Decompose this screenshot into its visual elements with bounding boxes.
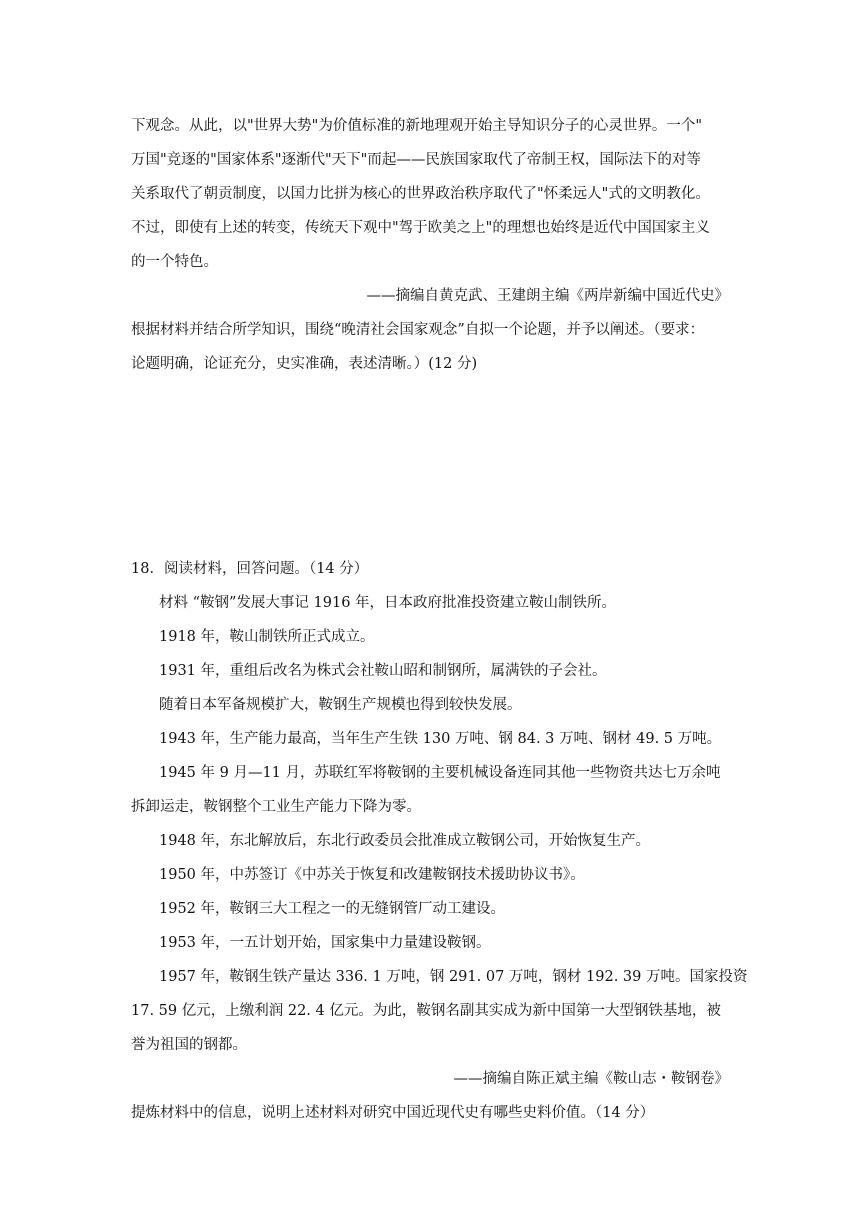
material-line: 1950 年，中苏签订《中苏关于恢复和改建鞍钢技术援助协议书》。 xyxy=(159,867,585,883)
material-line: 1948 年，东北解放后，东北行政委员会批准成立鞍钢公司，开始恢复生产。 xyxy=(159,833,651,849)
question-prompt: 提炼材料中的信息，说明上述材料对研究中国近现代史有哪些史料价值。（14 分） xyxy=(131,1105,655,1121)
passage-line: 的一个特色。 xyxy=(131,254,218,270)
source-citation: ——摘编自陈正斌主编《鞍山志・鞍钢卷》 xyxy=(453,1071,729,1087)
passage-line: 关系取代了朝贡制度，以国力比拼为核心的世界政治秩序取代了"怀柔远人"式的文明教化。 xyxy=(131,186,710,202)
material-line: 1931 年，重组后改名为株式会社鞍山昭和制钢所，属满铁的子会社。 xyxy=(159,663,607,679)
passage-line: 下观念。从此，以"世界大势"为价值标准的新地理观开始主导知识分子的心灵世界。一个" xyxy=(131,118,703,134)
source-citation: ——摘编自黄克武、王建朗主编《两岸新编中国近代史》 xyxy=(366,288,729,304)
material-line: 1957 年，鞍钢生铁产量达 336. 1 万吨，钢 291. 07 万吨，钢材 192. 39 万吨。国家投资 xyxy=(159,969,748,985)
material-line: 17. 59 亿元，上缴利润 22. 4 亿元。为此，鞍钢名副其实成为新中国第一大型钢铁基地，被 xyxy=(131,1003,721,1019)
material-line: 1945 年 9 月—11 月，苏联红军将鞍钢的主要机械设备连同其他一些物资共达七万余吨 xyxy=(159,765,721,781)
material-line: 1918 年，鞍山制铁所正式成立。 xyxy=(159,629,375,645)
question-prompt-line: 论题明确，论证充分，史实准确，表述清晰。）(12 分) xyxy=(131,356,478,372)
material-line: 材料 “鞍钢”发展大事记 1916 年，日本政府批准投资建立鞍山制铁所。 xyxy=(159,595,617,611)
passage-line: 万国"竞逐的"国家体系"逐渐代"天下"而起——民族国家取代了帝制王权，国际法下的对等 xyxy=(131,152,701,168)
question-heading: 18．阅读材料，回答问题。（14 分） xyxy=(131,561,369,577)
material-line: 拆卸运走，鞍钢整个工业生产能力下降为零。 xyxy=(131,799,421,815)
material-line: 1952 年，鞍钢三大工程之一的无缝钢管厂动工建设。 xyxy=(159,901,506,917)
material-line: 1943 年，生产能力最高，当年生产生铁 130 万吨、钢 84. 3 万吨、钢材 49. 5 万吨。 xyxy=(159,731,722,747)
material-line: 誉为祖国的钢都。 xyxy=(131,1037,247,1053)
material-line: 随着日本军备规模扩大，鞍钢生产规模也得到较快发展。 xyxy=(159,697,522,713)
passage-line: 不过，即使有上述的转变，传统天下观中"驾于欧美之上"的理想也始终是近代中国国家主义 xyxy=(131,220,710,236)
question-prompt-line: 根据材料并结合所学知识，围绕“晚清社会国家观念”自拟一个论题，并予以阐述。（要求： xyxy=(131,322,705,338)
material-line: 1953 年，一五计划开始，国家集中力量建设鞍钢。 xyxy=(159,935,491,951)
